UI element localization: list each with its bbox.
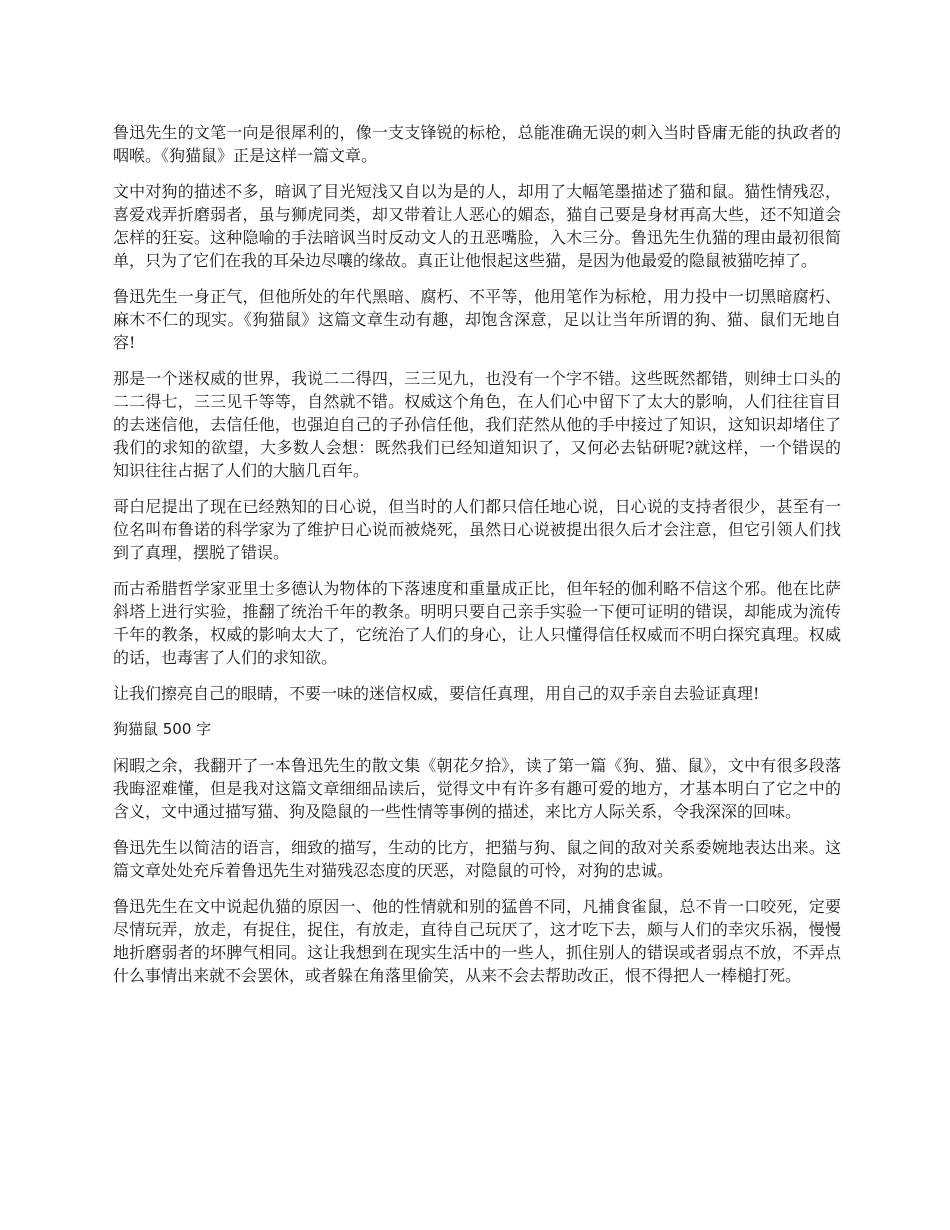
document-body <box>113 121 841 1000</box>
section-title: 狗猫鼠 500 字 <box>113 720 212 738</box>
paragraph-2: 文中对狗的描述不多，暗讽了目光短浅又自以为是的人，却用了大幅笔墨描述了猫和鼠。猫性情残忍，喜爱戏弄折磨弱者，虽与狮虎同类，却又带着让人恶心的媚态，猫自己要是身材再高大些，还不知道会怎样的狂妄。这种隐喻的手法暗讽当时反动文人的丑恶嘴脸，入木三分。鲁迅先生仇猫的理由最初很简单，只为了它们在我的耳朵边尽嚷的缘故。真正让他恨起这些猫，是因为他最爱的隐鼠被猫吃掉了。 <box>113 182 841 270</box>
paragraph-3: 鲁迅先生一身正气，但他所处的年代黑暗、腐朽、不平等，他用笔作为标枪，用力投中一切黑暗腐朽、麻木不仁的现实。《狗猫鼠》这篇文章生动有趣，却饱含深意，足以让当年所谓的狗、猫、鼠们无地自容! <box>113 287 841 352</box>
paragraph-1: 鲁迅先生的文笔一向是很犀利的，像一支支锋锐的标枪，总能准确无误的刺入当时昏庸无能的执政者的咽喉。《狗猫鼠》正是这样一篇文章。 <box>113 123 841 165</box>
paragraph-9: 鲁迅先生以简洁的语言，细致的描写，生动的比方，把猫与狗、鼠之间的敌对关系委婉地表达出来。这篇文章处处充斥着鲁迅先生对猫残忍态度的厌恶，对隐鼠的可怜，对狗的忠诚。 <box>113 838 841 880</box>
paragraph-6: 而古希腊哲学家亚里士多德认为物体的下落速度和重量成正比，但年轻的伽利略不信这个邪。他在比萨斜塔上进行实验，推翻了统治千年的教条。明明只要自己亲手实验一下便可证明的错误，却能成为流传千年的教条，权威的影响太大了，它统治了人们的身心，让人只懂得信任权威而不明白探究真理。权威的话，也毒害了人们的求知欲。 <box>113 579 841 667</box>
paragraph-10: 鲁迅先生在文中说起仇猫的原因一、他的性情就和别的猛兽不同，凡捕食雀鼠，总不肯一口咬死，定要尽情玩弄，放走，有捉住，捉住，有放走，直待自己玩厌了，这才吃下去，颇与人们的幸灾乐祸，慢慢地折磨弱者的坏脾气相同。这让我想到在现实生活中的一些人，抓住别人的错误或者弱点不放，不弄点什么事情出来就不会罢休，或者躲在角落里偷笑，从来不会去帮助改正，恨不得把人一棒槌打死。 <box>113 897 841 985</box>
paragraph-5: 哥白尼提出了现在已经熟知的日心说，但当时的人们都只信任地心说，日心说的支持者很少，甚至有一位名叫布鲁诺的科学家为了维护日心说而被烧死，虽然日心说被提出很久后才会注意，但它引领人们找到了真理，摆脱了错误。 <box>113 497 841 562</box>
paragraph-8: 闲暇之余，我翻开了一本鲁迅先生的散文集《朝花夕拾》，读了第一篇《狗、猫、鼠》，文中有很多段落我晦涩难懂，但是我对这篇文章细细品读后，觉得文中有许多有趣可爱的地方，才基本明白了它之中的含义，文中通过描写猫、狗及隐鼠的一些性情等事例的描述，来比方人际关系，令我深深的回味。 <box>113 756 841 821</box>
paragraph-4: 那是一个迷权威的世界，我说二二得四，三三见九，也没有一个字不错。这些既然都错，则绅士口头的二二得七，三三见千等等，自然就不错。权威这个角色，在人们心中留下了太大的影响，人们往往盲目的去迷信他，去信任他，也强迫自己的子孙信任他，我们茫然从他的手中接过了知识，这知识却堵住了我们的求知的欲望，大多数人会想：既然我们已经知道知识了，又何必去钻研呢?就这样，一个错误的知识往往占据了人们的大脑几百年。 <box>113 369 841 480</box>
paragraph-7: 让我们擦亮自己的眼睛，不要一味的迷信权威，要信任真理，用自己的双手亲自去验证真理! <box>113 684 760 703</box>
